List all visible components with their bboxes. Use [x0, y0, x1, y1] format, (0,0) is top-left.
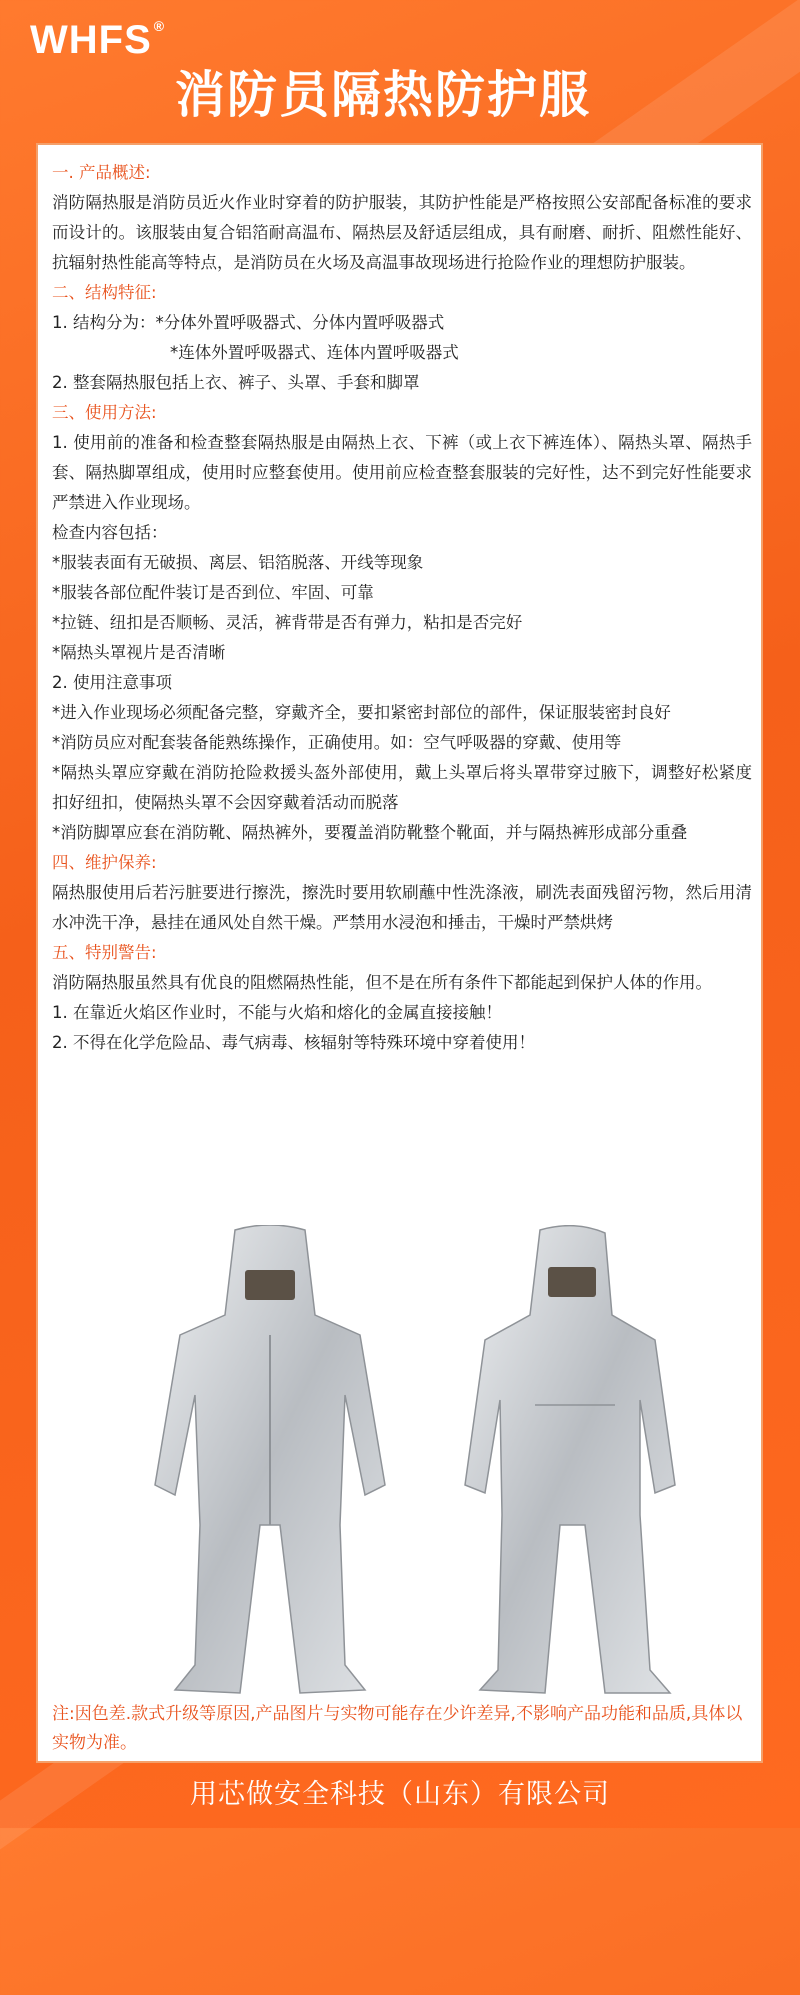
header — [0, 0, 800, 140]
check-title: 检查内容包括： — [52, 523, 168, 542]
maintenance-text: 隔热服使用后若污脏要进行擦洗，擦洗时要用软刷蘸中性洗涤液，刷洗表面残留污物，然后用清水冲洗干净，悬挂在通风处自然干燥。严禁用水浸泡和捶击，干燥时严禁烘烤 — [52, 883, 752, 932]
notes-title: 2. 使用注意事项 — [52, 673, 172, 692]
suit-front-image — [140, 1225, 400, 1695]
product-description — [52, 158, 752, 1058]
company-name: 用芯做安全科技（山东）有限公司 — [190, 1779, 610, 1810]
warning-item: 1. 在靠近火焰区作业时，不能与火焰和熔化的金属直接接触！ — [52, 1003, 502, 1022]
section-heading-overview: 一. 产品概述: — [52, 163, 151, 182]
warning-text: 消防隔热服虽然具有优良的阻燃隔热性能，但不是在所有条件下都能起到保护人体的作用。 — [52, 973, 712, 992]
check-item: *拉链、纽扣是否顺畅、灵活，裤背带是否有弹力，粘扣是否完好 — [52, 613, 523, 632]
check-item: *服装各部位配件装订是否到位、牢固、可靠 — [52, 583, 374, 602]
structure-line: *连体外置呼吸器式、连体内置呼吸器式 — [170, 343, 459, 362]
section-heading-usage: 三、使用方法: — [52, 403, 157, 422]
section-heading-maintenance: 四、维护保养: — [52, 853, 157, 872]
note-item: *消防脚罩应套在消防靴、隔热裤外，要覆盖消防靴整个靴面，并与隔热裤形成部分重叠 — [52, 823, 688, 842]
product-photos — [140, 1225, 730, 1695]
overview-text: 消防隔热服是消防员近火作业时穿着的防护服装，其防护性能是严格按照公安部配备标准的要求而设计的。该服装由复合铝箔耐高温布、隔热层及舒适层组成，具有耐磨、耐折、阻燃性能好、抗辐射热性能高等特点，是消防员在火场及高温事故现场进行抢险作业的理想防护服装。 — [52, 193, 752, 272]
note-item: *进入作业现场必须配备完整，穿戴齐全，要扣紧密封部位的部件，保证服装密封良好 — [52, 703, 671, 722]
note-item: *隔热头罩应穿戴在消防抢险救援头盔外部使用，戴上头罩后将头罩带穿过腋下，调整好松紧度扣好纽扣，使隔热头罩不会因穿戴着活动而脱落 — [52, 763, 752, 812]
warning-item: 2. 不得在化学危险品、毒气病毒、核辐射等特殊环境中穿着使用！ — [52, 1033, 535, 1052]
brand-logo: WHFS ® — [30, 18, 166, 62]
usage-text: 1. 使用前的准备和检查整套隔热服是由隔热上衣、下裤（或上衣下裤连体）、隔热头罩、隔热手套、隔热脚罩组成，使用时应整套使用。使用前应检查整套服装的完好性，达不到完好性能要求严禁进入作业现场。 — [52, 433, 752, 512]
note-item: *消防员应对配套装备能熟练操作，正确使用。如：空气呼吸器的穿戴、使用等 — [52, 733, 622, 752]
structure-line: 2. 整套隔热服包括上衣、裤子、头罩、手套和脚罩 — [52, 373, 420, 392]
check-item: *隔热头罩视片是否清晰 — [52, 643, 226, 662]
section-heading-structure: 二、结构特征: — [52, 283, 157, 302]
check-item: *服装表面有无破损、离层、铝箔脱落、开线等现象 — [52, 553, 424, 572]
disclaimer-note: 注:因色差.款式升级等原因,产品图片与实物可能存在少许差异,不影响产品功能和品质,具体以实物为准。 — [52, 1704, 743, 1753]
page-title: 消防员隔热防护服 — [175, 66, 591, 124]
suit-side-image — [440, 1225, 700, 1695]
section-heading-warning: 五、特别警告: — [52, 943, 157, 962]
structure-line: 1. 结构分为：*分体外置呼吸器式、分体内置呼吸器式 — [52, 313, 445, 332]
